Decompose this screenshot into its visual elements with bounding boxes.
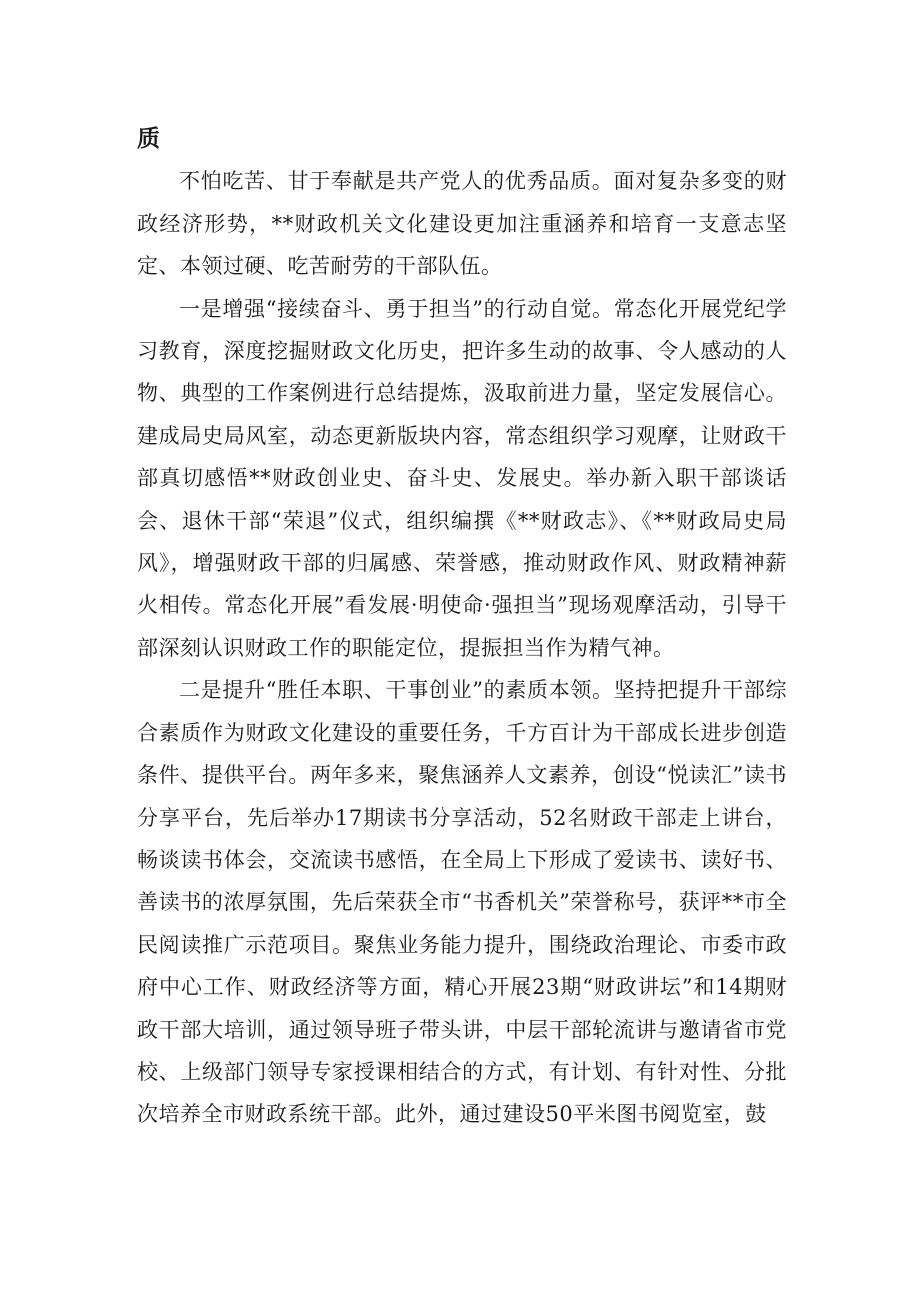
paragraph-point-two: 二是提升“胜任本职、干事创业”的素质本领。坚持把提升干部综合素质作为财政文化建设的重要任务，千方百计为干部成长进步创造条件、提供平台。两年多来，聚焦涵养人文素养，创设“悦读汇”读书分享平台，先后举办17期读书分享活动，52名财政干部走上讲台，畅谈读书体会，交流读书感悟，在全局上下形成了爱读书、读好书、善读书的浓厚氛围，先后荣获全市“书香机关”荣誉称号，获评**市全民阅读推广示范项目。聚焦业务能力提升，围绕政治理论、市委市政府中心工作、财政经济等方面，精心开展23期“财政讲坛”和14期财政干部大培训，通过领导班子带头讲，中层干部轮流讲与邀请省市党校、上级部门领导专家授课相结合的方式，有计划、有针对性、分批次培养全市财政系统干部。此外，通过建设50平米图书阅览室，鼓 (137, 678, 787, 1127)
document-body (137, 118, 787, 1136)
paragraph-point-one: 一是增强“接续奋斗、勇于担当”的行动自觉。常态化开展党纪学习教育，深度挖掘财政文化历史，把许多生动的故事、令人感动的人物、典型的工作案例进行总结提炼，汲取前进力量，坚定发展信心。建成局史局风室，动态更新版块内容，常态组织学习观摩，让财政干部真切感悟**财政创业史、奋斗史、发展史。举办新入职干部谈话会、退休干部“荣退”仪式，组织编撰《**财政志》、《**财政局史局风》，增强财政干部的归属感、荣誉感，推动财政作风、财政精神薪火相传。常态化开展”看发展·明使命·强担当”现场观摩活动，引导干部深刻认识财政工作的职能定位，提振担当作为精气神。 (137, 296, 787, 660)
paragraph-intro: 不怕吃苦、甘于奉献是共产党人的优秀品质。面对复杂多变的财政经济形势，**财政机关文化建设更加注重涵养和培育一支意志坚定、本领过硬、吃苦耐劳的干部队伍。 (137, 169, 787, 279)
heading-fragment: 质 (137, 125, 161, 152)
